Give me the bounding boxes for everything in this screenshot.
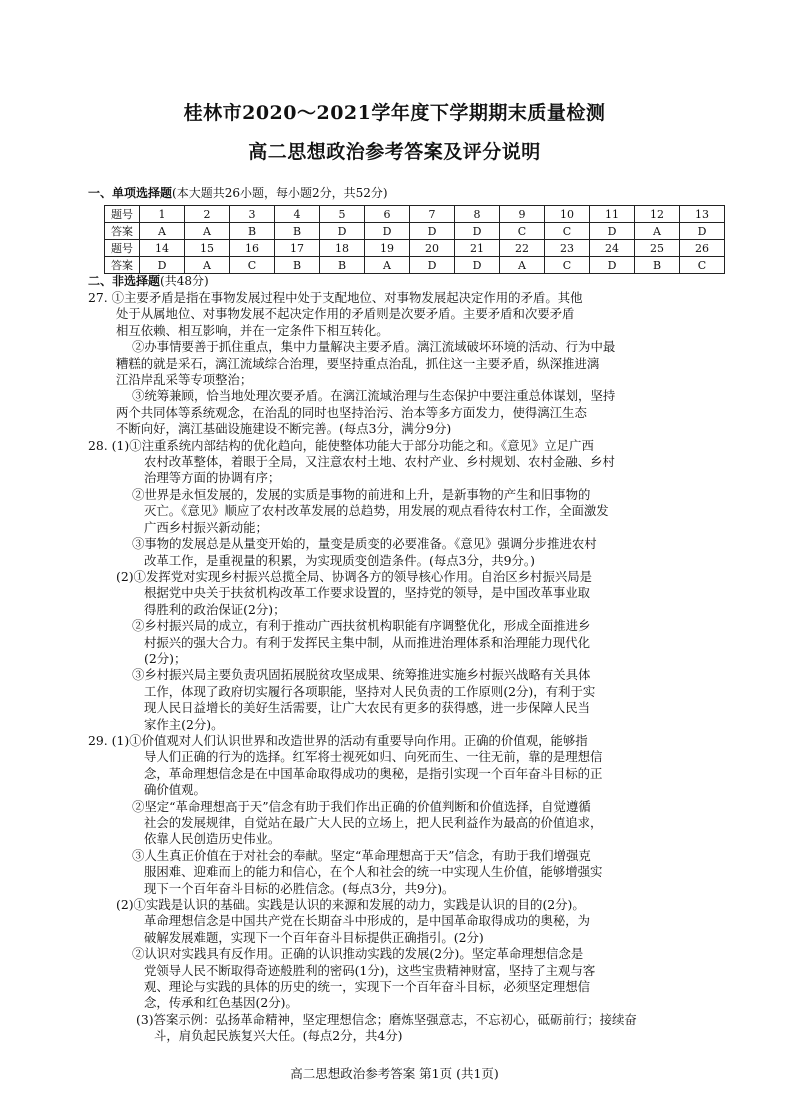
answer-line: (2)①实践是认识的基础。实践是认识的来源和发展的动力，实践是认识的目的(2分)。	[116, 897, 585, 913]
answer-line: 革命理想信念是中国共产党在长期奋斗中形成的，是中国革命取得成功的奥秘，为	[144, 913, 591, 929]
table-cell: B	[320, 257, 365, 274]
table-cell: A	[140, 223, 185, 240]
table-cell: B	[230, 223, 275, 240]
answer-line: (2)①发挥党对实现乡村振兴总揽全局、协调各方的领导核心作用。自治区乡村振兴局是	[116, 568, 593, 584]
table-row-label: 题号	[105, 240, 140, 257]
answer-line: 糟糕的就是采石，漓江流域综合治理，要坚持重点治乱，抓住这一主要矛盾，纵深推进漓	[116, 355, 600, 371]
table-cell: 26	[680, 240, 725, 257]
table-cell: 25	[635, 240, 680, 257]
section1-label: 一、单项选择题	[88, 186, 173, 200]
answer-line: ②认识对实践具有反作用。正确的认识推动实践的发展(2分)。坚定革命理想信念是	[132, 946, 584, 962]
answer-line: 斗，肩负起民族复兴大任。(每点2分，共4分)	[154, 1028, 403, 1044]
table-cell: B	[635, 257, 680, 274]
answer-line: 广西乡村振兴新动能；	[144, 519, 268, 535]
answer-body	[88, 290, 728, 1045]
answer-line: 农村改革整体，着眼于全局，又注意农村土地、农村产业、乡村规划、农村金融、乡村	[144, 454, 615, 470]
answer-line: 27. ①主要矛盾是指在事物发展过程中处于支配地位、对事物发展起决定作用的矛盾。其他	[88, 290, 583, 305]
answer-line: ②办事情要善于抓住重点，集中力量解决主要矛盾。漓江流域破坏环境的活动、行为中最	[132, 339, 616, 355]
answer-line: ②乡村振兴局的成立，有利于推动广西扶贫机构职能有序调整优化，形成全面推进乡	[132, 618, 591, 634]
table-cell: D	[590, 223, 635, 240]
table-cell: 20	[410, 240, 455, 257]
answer-line: 28. (1)①注重系统内部结构的优化趋向，能使整体功能大于部分功能之和。《意见》立足广西	[88, 437, 594, 453]
table-cell: 7	[410, 206, 455, 223]
table-row-label: 答案	[105, 257, 140, 274]
answer-line: 党领导人民不断取得奇迹般胜利的密码(1分)，这些宝贵精神财富，坚持了主观与客	[144, 962, 596, 978]
table-cell: C	[230, 257, 275, 274]
table-cell: 6	[365, 206, 410, 223]
answer-line: 改革工作，是重视量的积累，为实现质变创造条件。(每点3分，共9分。)	[144, 552, 535, 568]
table-cell: 17	[275, 240, 320, 257]
section2-note: (共48分)	[160, 274, 209, 288]
answer-line: 29. (1)①价值观对人们认识世界和改造世界的活动有重要导向作用。正确的价值观，能够指	[88, 732, 588, 748]
answer-line: 现人民日益增长的美好生活需要，让广大农民有更多的获得感，进一步保障人民当	[144, 700, 591, 716]
table-cell: 23	[545, 240, 590, 257]
table-cell: D	[455, 223, 500, 240]
table-cell: C	[680, 257, 725, 274]
table-cell: 2	[185, 206, 230, 223]
answer-line: ②坚定“革命理想高于天”信念有助于我们作出正确的价值判断和价值选择，自觉遵循	[132, 798, 591, 814]
answer-line: 家作主(2分)。	[144, 716, 224, 732]
answer-line: 治理等方面的协调有序；	[144, 470, 281, 486]
answer-table	[104, 205, 725, 274]
table-cell: 11	[590, 206, 635, 223]
answer-line: ②世界是永恒发展的，发展的实质是事物的前进和上升，是新事物的产生和旧事物的	[132, 486, 591, 502]
table-cell: 5	[320, 206, 365, 223]
table-cell: 12	[635, 206, 680, 223]
table-cell: 24	[590, 240, 635, 257]
table-cell: 16	[230, 240, 275, 257]
table-cell: D	[410, 223, 455, 240]
table-cell: 9	[500, 206, 545, 223]
table-cell: C	[545, 223, 590, 240]
answer-line: 村振兴的强大合力。有利于发挥民主集中制，从而推进治理体系和治理能力现代化	[144, 634, 591, 650]
table-cell: 21	[455, 240, 500, 257]
table-cell: 8	[455, 206, 500, 223]
answer-line: 工作，体现了政府切实履行各项职能，坚持对人民负责的工作原则(2分)，有利于实	[144, 683, 596, 699]
table-cell: C	[500, 223, 545, 240]
answer-line: 江沿岸乱采等专项整治；	[116, 372, 253, 388]
table-cell: 3	[230, 206, 275, 223]
table-cell: C	[545, 257, 590, 274]
table-cell: A	[635, 223, 680, 240]
table-cell: 10	[545, 206, 590, 223]
answer-line: 相互依赖、相互影响，并在一定条件下相互转化。	[116, 322, 389, 338]
answer-line: 破解发展难题，实现下一个百年奋斗目标提供正确指引。(2分)	[144, 929, 484, 945]
table-cell: D	[410, 257, 455, 274]
page-subtitle: 高二思想政治参考答案及评分说明	[248, 141, 541, 163]
table-cell: D	[455, 257, 500, 274]
answer-line: 得胜利的政治保证(2分)；	[144, 601, 286, 617]
table-row-label: 答案	[105, 223, 140, 240]
section2-label: 二、非选择题	[88, 274, 161, 288]
table-cell: 19	[365, 240, 410, 257]
answer-line: 根据党中央关于扶贫机构改革工作要求设置的，坚持党的领导，是中国改革事业取	[144, 585, 591, 601]
table-cell: 4	[275, 206, 320, 223]
answer-line: (2分)；	[144, 650, 187, 666]
table-cell: 13	[680, 206, 725, 223]
answer-line: 社会的发展规律，自觉站在最广大人民的立场上，把人民利益作为最高的价值追求，	[144, 815, 603, 830]
answer-line: 两个共同体等系统观念，在治乱的同时也坚持治污、治本等多方面发力，使得漓江生态	[116, 404, 587, 420]
page-title: 桂林市2020～2021学年度下学期期末质量检测	[183, 102, 606, 124]
table-cell: B	[275, 223, 320, 240]
answer-line: 处于从属地位、对事物发展不起决定作用的矛盾则是次要矛盾。主要矛盾和次要矛盾	[116, 306, 575, 322]
section1-note: (本大题共26小题，每小题2分，共52分)	[172, 186, 388, 200]
table-cell: A	[365, 257, 410, 274]
table-cell: D	[680, 223, 725, 240]
table-cell: 1	[140, 206, 185, 223]
table-row-numbers	[105, 206, 725, 223]
table-row-answers	[105, 257, 725, 274]
answer-line: ③乡村振兴局主要负责巩固拓展脱贫攻坚成果、统筹推进实施乡村振兴战略有关具体	[132, 667, 591, 683]
answer-line: (3)答案示例：弘扬革命精神，坚定理想信念；磨炼坚强意志，不忘初心，砥砺前行；接续奋	[136, 1011, 637, 1027]
table-cell: 15	[185, 240, 230, 257]
table-cell: D	[590, 257, 635, 274]
answer-line: 观、理论与实践的具体的历史的统一，实现下一个百年奋斗目标，必须坚定理想信	[144, 979, 591, 995]
table-cell: A	[185, 223, 230, 240]
page-footer: 高二思想政治参考答案 第1页 (共1页)	[290, 1066, 499, 1081]
table-cell: A	[185, 257, 230, 274]
answer-line: 念，革命理想信念是在中国革命取得成功的奥秘，是指引实现一个百年奋斗目标的正	[144, 765, 603, 781]
answer-line: 灭亡。《意见》顺应了农村改革发展的总趋势，用发展的观点看待农村工作，全面激发	[144, 503, 609, 519]
table-row-numbers	[105, 240, 725, 257]
table-row-answers	[105, 223, 725, 240]
table-cell: D	[140, 257, 185, 274]
table-row-label: 题号	[105, 206, 140, 223]
answer-line: ③事物的发展总是从量变开始的，量变是质变的必要准备。《意见》强调分步推进农村	[132, 536, 597, 552]
table-cell: 22	[500, 240, 545, 257]
section2-heading	[88, 274, 209, 289]
table-cell: B	[275, 257, 320, 274]
answer-line: ③统筹兼顾，恰当地处理次要矛盾。在漓江流域治理与生态保护中要注重总体谋划，坚持	[132, 388, 616, 404]
answer-line: ③人生真正价值在于对社会的奉献。坚定“革命理想高于天”信念，有助于我们增强克	[132, 847, 591, 863]
table-cell: D	[320, 223, 365, 240]
table-cell: 14	[140, 240, 185, 257]
answer-line: 导人们正确的行为的选择。红军将士视死如归、向死而生、一往无前，靠的是理想信	[144, 749, 603, 765]
answer-line: 确价值观。	[144, 782, 206, 798]
answer-line: 服困难、迎难而上的能力和信心，在个人和社会的统一中实现人生价值，能够增强实	[144, 864, 603, 880]
table-cell: D	[365, 223, 410, 240]
section1-heading	[88, 186, 388, 201]
answer-line: 依靠人民创造历史伟业。	[144, 831, 281, 847]
answer-line: 念，传承和红色基因(2分)。	[144, 995, 298, 1011]
table-cell: 18	[320, 240, 365, 257]
table-cell: A	[500, 257, 545, 274]
answer-line: 现下一个百年奋斗目标的必胜信念。(每点3分，共9分)。	[144, 880, 455, 896]
answer-line: 不断向好，漓江基础设施建设不断完善。(每点3分，满分9分)	[116, 421, 452, 437]
